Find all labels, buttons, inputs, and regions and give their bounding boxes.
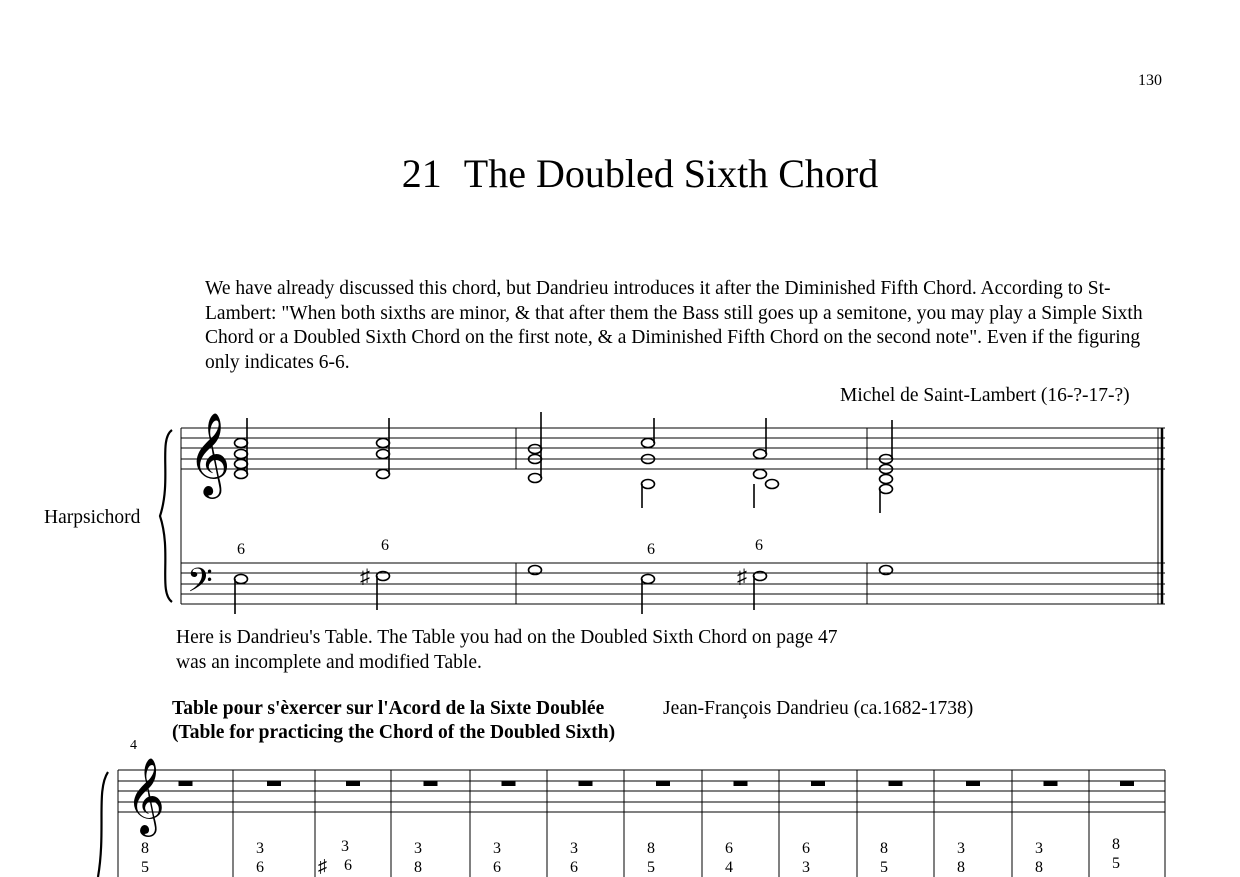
quote-attribution: Michel de Saint-Lambert (16-?-17-?) bbox=[840, 385, 1130, 406]
sharp-icon: ♯ bbox=[318, 856, 327, 876]
bass-figure: 6 bbox=[381, 537, 389, 554]
figure-digit: 3 bbox=[1035, 840, 1043, 857]
table-intro-line: Here is Dandrieu's Table. The Table you had on the Doubled Sixth Chord on page 47 bbox=[176, 627, 838, 648]
table-staff-lines bbox=[118, 770, 1165, 877]
whole-rest-icon bbox=[579, 781, 593, 786]
figure-digit: 6 bbox=[344, 857, 352, 874]
whole-rest-icon bbox=[966, 781, 980, 786]
figure-digit: 3 bbox=[957, 840, 965, 857]
bass-clef-icon: 𝄢 bbox=[187, 562, 213, 607]
figure-digit: 5 bbox=[141, 859, 149, 876]
figure-digit: 3 bbox=[570, 840, 578, 857]
treble-clef-icon: 𝄞 bbox=[126, 760, 166, 833]
figure-digit: 8 bbox=[1035, 859, 1043, 876]
figure-digit: 8 bbox=[1112, 836, 1120, 853]
treble-clef-icon: 𝄞 bbox=[188, 414, 231, 494]
figure-digit: 6 bbox=[725, 840, 733, 857]
whole-rest-icon bbox=[811, 781, 825, 786]
intro-paragraph: We have already discussed this chord, but Dandrieu introduces it after the Diminished Fifth Chord. According to St-Lambert: "When both sixths are minor, & that after them the Bass still goes up a semitone, you may play a Simple Sixth Chord or a Doubled Sixth Chord on the first note, & a Diminished Fifth Chord on the second note". Even if the figuring only indicates 6-6. bbox=[205, 278, 1143, 373]
table-composer: Jean-François Dandrieu (ca.1682-1738) bbox=[663, 698, 974, 719]
table-title-fr: Table pour s'èxercer sur l'Acord de la Sixte Doublée bbox=[172, 698, 605, 719]
figure-digit: 3 bbox=[802, 859, 810, 876]
bass-figure: 6 bbox=[647, 541, 655, 558]
figure-digit: 5 bbox=[880, 859, 888, 876]
figure-digit: 6 bbox=[570, 859, 578, 876]
whole-rest-icon bbox=[267, 781, 281, 786]
figure-digit: 5 bbox=[1112, 855, 1120, 872]
whole-rest-icon bbox=[424, 781, 438, 786]
figure-digit: 8 bbox=[414, 859, 422, 876]
figure-digit: 5 bbox=[647, 859, 655, 876]
whole-rest-icon bbox=[734, 781, 748, 786]
figure-digit: 6 bbox=[256, 859, 264, 876]
figure-digit: 3 bbox=[493, 840, 501, 857]
whole-rest-icon bbox=[1120, 781, 1134, 786]
figure-digit: 6 bbox=[493, 859, 501, 876]
figure-digit: 3 bbox=[414, 840, 422, 857]
page-number: 130 bbox=[1138, 72, 1162, 89]
brace-icon bbox=[98, 772, 108, 877]
measure-number: 4 bbox=[130, 738, 137, 753]
table-title-en: (Table for practicing the Chord of the Doubled Sixth) bbox=[172, 722, 616, 743]
figure-digit: 6 bbox=[802, 840, 810, 857]
whole-rest-icon bbox=[179, 781, 193, 786]
table-intro-line: was an incomplete and modified Table. bbox=[176, 651, 482, 673]
sharp-icon: ♯ bbox=[360, 566, 370, 588]
sharp-icon: ♯ bbox=[737, 566, 747, 588]
chapter-title-text: The Doubled Sixth Chord bbox=[463, 151, 879, 196]
figure-digit: 8 bbox=[141, 840, 149, 857]
whole-rest-icon bbox=[1044, 781, 1058, 786]
table-bar-lines bbox=[233, 770, 1165, 877]
figure-digit: 8 bbox=[957, 859, 965, 876]
table-figures bbox=[141, 836, 1120, 876]
whole-rest-icon bbox=[502, 781, 516, 786]
whole-rest-icon bbox=[346, 781, 360, 786]
figure-digit: 8 bbox=[880, 840, 888, 857]
chapter-number: 21 bbox=[401, 151, 442, 196]
figure-digit: 8 bbox=[647, 840, 655, 857]
bass-figure: 6 bbox=[237, 541, 245, 558]
figure-digit: 3 bbox=[341, 838, 349, 855]
table-rests bbox=[179, 781, 1135, 786]
whole-rest-icon bbox=[656, 781, 670, 786]
whole-rest-icon bbox=[889, 781, 903, 786]
instrument-label: Harpsichord bbox=[44, 507, 141, 528]
figure-digit: 4 bbox=[725, 859, 733, 876]
figure-digit: 3 bbox=[256, 840, 264, 857]
bass-figure: 6 bbox=[755, 537, 763, 554]
